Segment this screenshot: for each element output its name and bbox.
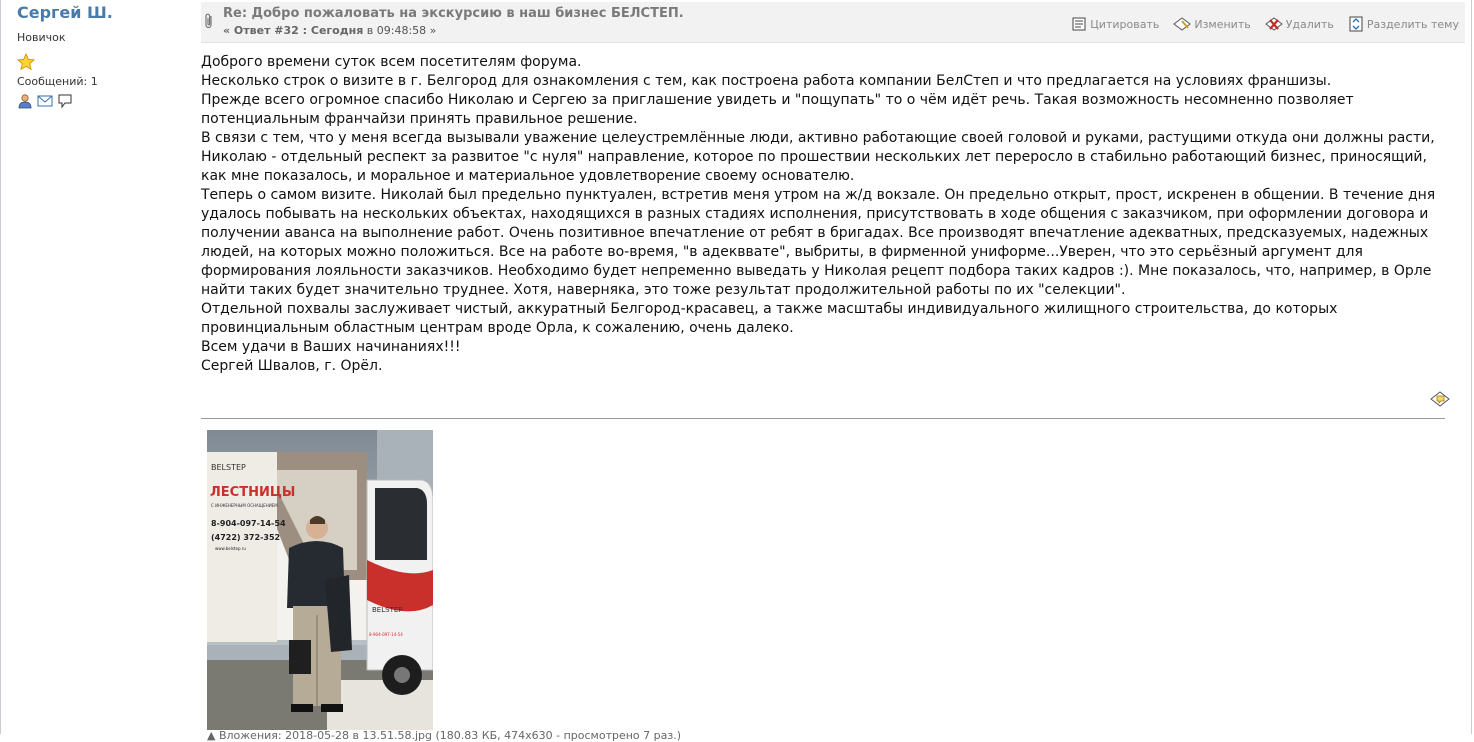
edit-label: Изменить: [1194, 17, 1251, 31]
door-phone: 8-904-097-14-54: [369, 632, 403, 637]
edit-button[interactable]: [1173, 16, 1250, 32]
delete-label: Удалить: [1285, 17, 1334, 31]
post-header: [201, 2, 1465, 43]
poster-info: [17, 3, 187, 109]
truck-brand: BELSTEP: [211, 463, 246, 472]
post-paragraph: Сергей Швалов, г. Орёл.: [201, 358, 383, 374]
reply-time: в 09:48:58 »: [363, 24, 437, 37]
door-brand: BELSTEP: [372, 606, 403, 614]
attachment-photo[interactable]: [207, 430, 433, 730]
truck-headline: ЛЕСТНИЦЫ: [210, 485, 296, 500]
truck-site: www.belstep.ru: [215, 546, 246, 551]
post-body: [201, 53, 1451, 376]
attachment-caption[interactable]: ▲ Вложения: 2018-05-28 в 13.51.58.jpg (180.83 КБ, 474x630 - просмотрено 7 раз.): [207, 729, 682, 742]
delete-button[interactable]: [1265, 16, 1334, 32]
rank-star-icon: [17, 53, 187, 71]
poster-post-count: Сообщений: 1: [17, 75, 98, 88]
profile-icon[interactable]: [17, 93, 33, 109]
reply-info: [223, 24, 436, 37]
poster-name[interactable]: Сергей Ш.: [17, 3, 113, 22]
paperclip-icon: [203, 12, 215, 30]
email-icon[interactable]: [37, 93, 53, 109]
post-paragraph: Доброго времени суток всем посетителям форума.: [201, 54, 582, 70]
truck-phone2: (4722) 372-352: [211, 533, 281, 542]
post-divider: [201, 418, 1445, 419]
post-subject[interactable]: Re: Добро пожаловать на экскурсию в наш бизнес БЕЛСТЕП.: [223, 6, 684, 21]
split-label: Разделить тему: [1366, 17, 1459, 31]
post-paragraph: Прежде всего огромное спасибо Николаю и Сергею за приглашение увидеть и "пощупать" то о чём идёт речь. Такая возможность несомненно позволяет потенциальным франчайзи принять правильное решение.: [201, 92, 1354, 127]
post-paragraph: Несколько строк о визите в г. Белгород для ознакомления с тем, как построена работа компании БелСтеп и что предлагается на условиях франшизы.: [201, 73, 1332, 89]
reply-number: « Ответ #32 : Сегодня: [223, 24, 364, 37]
post-paragraph: Отдельной похвалы заслуживает чистый, аккуратный Белгород-красавец, а также масштабы индивидуального жилищного строительства, до которых провинциальным областным центрам вроде Орла, к сожалению, очень далеко.: [201, 301, 1338, 336]
personal-message-icon[interactable]: [57, 93, 73, 109]
post-actions: [1071, 16, 1459, 32]
truck-phone1: 8-904-097-14-54: [211, 519, 286, 528]
report-icon: [1430, 390, 1450, 408]
post-paragraph: Всем удачи в Ваших начинаниях!!!: [201, 339, 461, 355]
quote-button[interactable]: [1071, 16, 1159, 32]
post-paragraph: Теперь о самом визите. Николай был предельно пунктуален, встретив меня утром на ж/д вокзале. Он предельно открыт, прост, искренен в общении. В течение дня удалось побывать на нескольких объектах, находящихся в разных стадиях исполнения, присутствовать в ходе общения с заказчиком, при оформлении договора и получении аванса на выполнение работ. Очень позитивное впечатление от ребят в бригадах. Все производят впечатление адекватных, предсказуемых, надежных людей, на которых можно положиться. Все на работе во-время, "в адекввате", выбриты, в фирменной униформе...Уверен, что это серьёзный аргумент для формирования лояльности заказчиков. Необходимо будет непременно выведать у Николая рецепт подбора таких кадров :). Мне показалось, что, например, в Орле найти таких будет значительно труднее. Хотя, наверняка, это тоже результат продолжительной работы по их "селекции".: [201, 187, 1436, 298]
quote-icon: [1071, 16, 1087, 32]
delete-icon: [1265, 16, 1283, 32]
split-icon: [1348, 16, 1364, 32]
split-topic-button[interactable]: [1348, 16, 1459, 32]
report-to-moderator-button[interactable]: [1430, 390, 1450, 408]
truck-tagline: С ИНЖЕНЕРНЫМ ОСНАЩЕНИЕМ: [211, 503, 278, 508]
poster-icons: [17, 93, 187, 109]
edit-icon: [1173, 16, 1191, 32]
post-paragraph: В связи с тем, что у меня всегда вызывали уважение целеустремлённые люди, активно работающие своей головой и руками, растущими откуда они должны расти, Николаю - отдельный респект за развитое "с нуля" направление, которое по прошествии нескольких лет переросло в стабильно работающий бизнес, приносящий, как мне показалось, и моральное и материальное удовлетворение своему основателю.: [201, 130, 1435, 184]
quote-label: Цитировать: [1090, 17, 1160, 31]
poster-group: Новичок: [17, 31, 66, 44]
